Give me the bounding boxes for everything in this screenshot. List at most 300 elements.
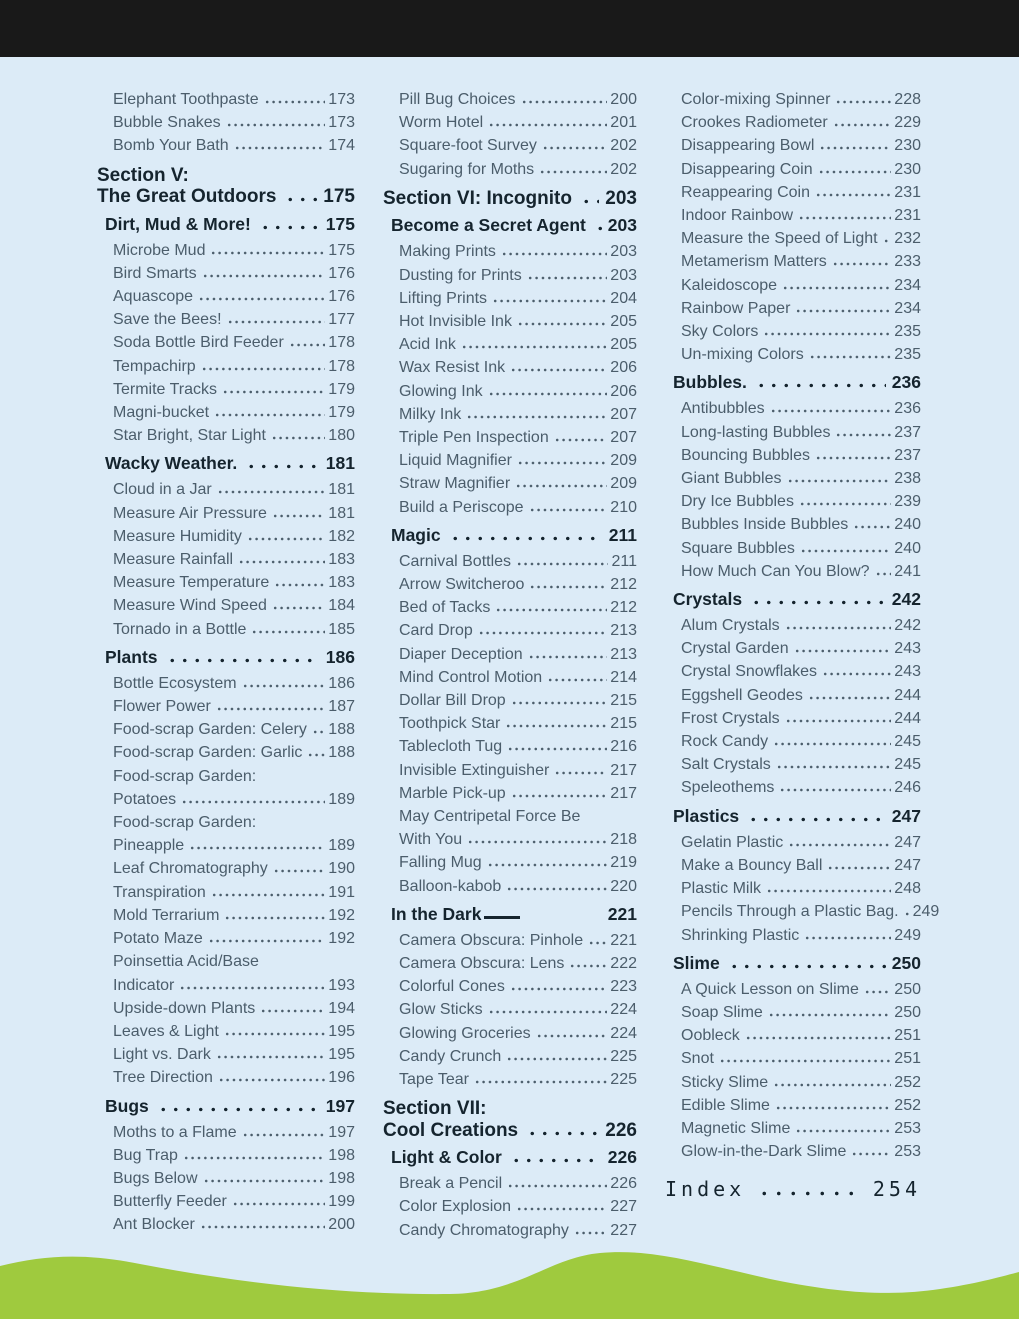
page-number: 196 (328, 1069, 355, 1087)
page-number: 224 (610, 1024, 637, 1042)
toc-row (113, 1043, 355, 1066)
page-number: 222 (610, 955, 637, 972)
toc-row (681, 684, 921, 707)
toc-entry (97, 618, 355, 641)
entry-label: Oobleck (681, 1027, 740, 1045)
toc-row (113, 239, 355, 262)
dot-leader (214, 413, 325, 417)
toc-entry (665, 158, 921, 181)
entry-label: Toothpick Star (399, 715, 501, 733)
dot-leader (788, 843, 891, 847)
toc-entry (97, 718, 355, 741)
entry-label: Color Explosion (399, 1198, 512, 1216)
toc-entry (97, 571, 355, 594)
dot-leader (247, 537, 325, 541)
section-title: Section VI: Incognito (383, 187, 572, 209)
page-number: 194 (328, 999, 355, 1017)
section-title: Section VII: (383, 1098, 487, 1120)
entry-label: Acid Ink (399, 336, 456, 354)
toc-entry (97, 1043, 355, 1066)
entry-label: Measure the Speed of Light (681, 230, 878, 248)
entry-label: Square-foot Survey (399, 137, 537, 155)
toc-entry (383, 310, 637, 333)
toc-entry (383, 643, 637, 666)
dot-leader (798, 216, 891, 220)
green-hill-shape (0, 1252, 1019, 1319)
entry-label: Dusting for Prints (399, 266, 522, 284)
page-number: 253 (894, 1119, 921, 1137)
dot-leader (166, 658, 320, 663)
toc-row (681, 204, 921, 227)
dot-leader (904, 912, 910, 916)
page-number: 213 (610, 645, 637, 663)
dot-leader (526, 1131, 599, 1136)
dot-leader (833, 123, 892, 127)
page-number: 197 (328, 1123, 355, 1141)
entry-label: Disappearing Coin (681, 160, 813, 178)
entry-label: Light vs. Dark (113, 1046, 211, 1064)
dot-leader (495, 608, 607, 612)
dot-leader (536, 1034, 608, 1038)
page-number: 209 (610, 452, 637, 470)
toc-row (673, 588, 921, 610)
entry-label: Bottle Ecosystem (113, 674, 237, 692)
dot-leader (242, 684, 326, 688)
toc-row (113, 950, 355, 973)
dot-leader (815, 193, 891, 197)
dot-leader (234, 146, 326, 150)
toc-entry (665, 1047, 921, 1070)
dot-leader (289, 343, 326, 347)
toc-entry (383, 158, 637, 181)
page-number: 188 (328, 721, 355, 739)
toc-entry (665, 831, 921, 854)
toc-entry (665, 111, 921, 134)
entry-label: Card Drop (399, 622, 473, 640)
toc-row (399, 596, 637, 619)
dot-leader (232, 1202, 325, 1206)
entry-label: Flower Power (113, 698, 211, 716)
dot-leader (815, 456, 891, 460)
dot-leader (224, 1032, 325, 1036)
toc-entry (97, 741, 355, 764)
entry-label: Cloud in a Jar (113, 481, 212, 499)
page-number: 202 (610, 160, 637, 178)
entry-label: Camera Obscura: Lens (399, 955, 565, 972)
dot-leader (554, 438, 608, 442)
entry-label: Long-lasting Bubbles (681, 423, 831, 441)
dot-leader (211, 893, 326, 897)
entry-label: Sugaring for Moths (399, 160, 535, 178)
toc-section-heading (383, 1098, 637, 1141)
dot-leader (260, 1009, 325, 1013)
toc-row (97, 165, 355, 187)
dot-leader (222, 390, 325, 394)
page-number: 187 (328, 698, 355, 716)
entry-label: Giant Bubbles (681, 470, 782, 488)
toc-entry (97, 1066, 355, 1089)
toc-row (391, 903, 637, 925)
dot-leader (505, 724, 607, 728)
page-number: 228 (894, 91, 921, 108)
entry-label: Making Prints (399, 243, 496, 261)
dot-leader (516, 1207, 607, 1211)
toc-row (113, 927, 355, 950)
dot-leader (181, 800, 325, 804)
toc-entry (97, 111, 355, 134)
dot-leader (768, 1013, 891, 1017)
dot-leader (501, 252, 607, 256)
entry-label: Tape Tear (399, 1071, 469, 1089)
toc-entry (665, 343, 921, 366)
toc-entry (383, 712, 637, 735)
page-number: 199 (328, 1193, 355, 1211)
page-number: 224 (610, 1001, 637, 1019)
entry-label: Measure Humidity (113, 527, 242, 545)
index-label: Index (665, 1177, 746, 1202)
dot-leader (804, 936, 891, 940)
entry-label: Sky Colors (681, 323, 759, 341)
entry-label: Indoor Rainbow (681, 207, 794, 225)
toc-subsection-heading (97, 646, 355, 668)
toc-entry (665, 753, 921, 776)
toc-column-1 (97, 88, 355, 1242)
toc-row (681, 297, 921, 320)
entry-label: Potato Maze (113, 930, 203, 948)
underline-rule (484, 916, 520, 919)
entry-label: May Centripetal Force Be (399, 807, 581, 825)
entry-label: Dry Ice Bubbles (681, 493, 794, 511)
toc-row (681, 343, 921, 366)
dot-leader (284, 197, 317, 202)
dot-leader (851, 1152, 891, 1156)
toc-entry (383, 496, 637, 519)
toc-entry (665, 978, 921, 1001)
toc-entry (383, 403, 637, 426)
dot-leader (189, 846, 325, 850)
dot-leader (510, 368, 607, 372)
page-number: 250 (891, 952, 921, 973)
page-number: 182 (328, 527, 355, 545)
page-number: 195 (328, 1046, 355, 1064)
toc-entry (383, 875, 637, 898)
dot-leader (776, 765, 892, 769)
entry-label: Eggshell Geodes (681, 686, 803, 704)
dot-leader (488, 392, 608, 396)
page-number: 211 (608, 524, 637, 545)
entry-label: Tempachirp (113, 357, 196, 375)
entry-label: Glowing Groceries (399, 1024, 531, 1042)
toc-entry (97, 355, 355, 378)
page-number: 243 (894, 663, 921, 681)
page-number: 220 (610, 877, 637, 895)
entry-label: Bugs Below (113, 1169, 198, 1187)
toc-row (399, 111, 637, 134)
page-number: 237 (894, 446, 921, 464)
toc-row (113, 834, 355, 857)
toc-entry (665, 444, 921, 467)
entry-label: Lifting Prints (399, 289, 488, 307)
page-number: 215 (610, 691, 637, 709)
entry-label: Leaf Chromatography (113, 860, 268, 878)
toc-row (113, 134, 355, 157)
entry-label: Break a Pencil (399, 1175, 503, 1193)
page-number: 189 (328, 790, 355, 808)
toc-entry (97, 1121, 355, 1144)
dot-leader (529, 508, 608, 512)
toc-entry (97, 134, 355, 157)
dot-leader (251, 630, 325, 634)
page-number: 251 (894, 1050, 921, 1068)
page-number: 251 (894, 1027, 921, 1045)
top-black-bar (0, 0, 1019, 57)
dot-leader (835, 100, 891, 104)
dot-leader (198, 297, 325, 301)
page-number: 190 (328, 860, 355, 878)
toc-row (673, 952, 921, 974)
entry-label: Upside-down Plants (113, 999, 256, 1017)
entry-label: Food-scrap Garden: (113, 767, 257, 785)
dot-leader (488, 1010, 608, 1014)
toc-row (113, 1066, 355, 1089)
page-number: 204 (610, 289, 637, 307)
toc-entry (665, 684, 921, 707)
toc-row (399, 573, 637, 596)
toc-entry (383, 134, 637, 157)
toc-row (113, 788, 355, 811)
entry-label: Sticky Slime (681, 1073, 769, 1091)
page-number: 227 (610, 1221, 637, 1239)
dot-leader (510, 1158, 602, 1163)
toc-entry (665, 660, 921, 683)
toc-entry (665, 924, 921, 947)
toc-entry (97, 478, 355, 501)
dot-leader (466, 415, 607, 419)
dot-leader (782, 286, 891, 290)
toc-row (113, 285, 355, 308)
page-number: 213 (610, 622, 637, 640)
page-number: 209 (610, 475, 637, 493)
dot-leader (511, 701, 608, 705)
page-number: 175 (328, 241, 355, 259)
toc-row (399, 712, 637, 735)
page-number: 229 (894, 114, 921, 132)
toc-entry (383, 998, 637, 1021)
page-number: 181 (328, 481, 355, 499)
page-number: 236 (894, 400, 921, 418)
page-number: 179 (328, 404, 355, 422)
toc-subsection-heading (97, 452, 355, 474)
toc-row (383, 1098, 637, 1120)
dot-leader (864, 990, 891, 994)
entry-label: Colorful Cones (399, 978, 505, 996)
toc-entry (97, 695, 355, 718)
dot-leader (208, 939, 325, 943)
toc-row (113, 502, 355, 525)
toc-entry (665, 1001, 921, 1024)
dot-leader (799, 502, 891, 506)
page-number: 237 (894, 423, 921, 441)
toc-entry (383, 1172, 637, 1195)
page-number: 207 (610, 405, 637, 423)
dot-leader (529, 585, 607, 589)
dot-leader (272, 606, 325, 610)
page-number: 176 (328, 288, 355, 306)
dot-leader (474, 1080, 607, 1084)
dot-leader (542, 146, 607, 150)
entry-label: Worm Hotel (399, 114, 484, 132)
page-number: 173 (328, 114, 355, 132)
toc-row (681, 1001, 921, 1024)
page-number: 200 (610, 91, 637, 108)
page-number: 179 (328, 380, 355, 398)
toc-row (399, 689, 637, 712)
toc-entry (97, 1190, 355, 1213)
page-number: 188 (328, 744, 355, 762)
page-number: 198 (328, 1169, 355, 1187)
dot-leader (763, 332, 891, 336)
entry-label: Mind Control Motion (399, 668, 543, 686)
page-number: 249 (912, 903, 940, 921)
toc-row (665, 1176, 921, 1202)
toc-row (113, 881, 355, 904)
dot-leader (770, 409, 892, 413)
dot-leader (449, 536, 603, 541)
toc-row (113, 741, 355, 764)
entry-label: Aquascope (113, 288, 194, 306)
toc-entry (97, 904, 355, 927)
toc-entry (665, 297, 921, 320)
page-number: 252 (894, 1073, 921, 1091)
page-number: 234 (894, 299, 921, 317)
toc-row (113, 378, 355, 401)
heading-label: Plastics (673, 805, 740, 826)
page-number: 175 (325, 213, 355, 234)
entry-label: Bouncing Bubbles (681, 446, 810, 464)
toc-row (399, 828, 637, 851)
toc-row (399, 333, 637, 356)
toc-entry (665, 513, 921, 536)
entry-label: Rainbow Paper (681, 299, 791, 317)
page-number: 254 (872, 1177, 921, 1202)
toc-row (681, 753, 921, 776)
toc-entry (97, 672, 355, 695)
toc-row (681, 1024, 921, 1047)
toc-entry (383, 975, 637, 998)
toc-entry (97, 308, 355, 331)
toc-row (113, 695, 355, 718)
entry-label: Un-mixing Colors (681, 346, 804, 364)
dot-leader (569, 964, 607, 968)
toc-row (399, 310, 637, 333)
dot-leader (478, 631, 607, 635)
toc-row (681, 854, 921, 877)
dot-leader (183, 1156, 325, 1160)
page-number: 240 (894, 539, 921, 557)
toc-entry (97, 401, 355, 424)
dot-leader (779, 788, 891, 792)
page-number: 235 (894, 346, 921, 364)
entry-label: Edible Slime (681, 1096, 770, 1114)
page-number: 176 (328, 264, 355, 282)
page-number: 201 (610, 114, 637, 132)
entry-label: Crookes Radiometer (681, 114, 828, 132)
heading-label: Bubbles. (673, 372, 747, 393)
entry-label: Bug Trap (113, 1146, 178, 1164)
toc-entry (97, 285, 355, 308)
toc-row (681, 158, 921, 181)
entry-label: Gelatin Plastic (681, 833, 784, 851)
toc-row (113, 1121, 355, 1144)
toc-row (681, 1047, 921, 1070)
entry-label: Shrinking Plastic (681, 926, 800, 944)
toc-row (97, 186, 355, 208)
page-number: 173 (328, 91, 355, 108)
toc-entry (97, 1020, 355, 1043)
toc-entry (97, 594, 355, 617)
toc-row (681, 1140, 921, 1163)
toc-entry (665, 134, 921, 157)
page-number: 239 (894, 493, 921, 511)
toc-entry (665, 900, 940, 923)
toc-entry (665, 614, 921, 637)
entry-label: Measure Rainfall (113, 551, 234, 569)
dot-leader (517, 461, 607, 465)
page-number: 186 (325, 646, 355, 667)
toc-row (681, 134, 921, 157)
dot-leader (745, 1036, 892, 1040)
entry-label: Bed of Tacks (399, 599, 491, 617)
page-number: 184 (328, 597, 355, 615)
dot-leader (819, 146, 891, 150)
toc-row (399, 264, 637, 287)
entry-label: Build a Periscope (399, 498, 524, 516)
dot-leader (511, 794, 608, 798)
dot-leader (515, 484, 607, 488)
page-number: 236 (891, 372, 921, 393)
toc-entry (383, 735, 637, 758)
toc-row (113, 525, 355, 548)
toc-row (681, 421, 921, 444)
toc-entry (665, 560, 921, 583)
page-number: 242 (894, 617, 921, 635)
toc-row (681, 227, 921, 250)
entry-label: Mold Terrarium (113, 906, 220, 924)
toc-entry (383, 666, 637, 689)
entry-label: Magnetic Slime (681, 1119, 791, 1137)
toc-entry (665, 397, 921, 420)
page-number: 180 (328, 427, 355, 445)
toc-row (399, 666, 637, 689)
page-number: 226 (607, 1147, 637, 1168)
toc-subsection-heading (665, 805, 921, 827)
dot-leader (157, 1107, 320, 1112)
heading-label: Light & Color (391, 1147, 502, 1168)
entry-label: Carnival Bottles (399, 552, 512, 570)
entry-label: Star Bright, Star Light (113, 427, 266, 445)
toc-entry-wrapped (383, 805, 637, 851)
page-number: 225 (610, 1047, 637, 1065)
toc-row (399, 356, 637, 379)
page-number: 248 (894, 880, 921, 898)
page-number: 198 (328, 1146, 355, 1164)
toc-row (113, 308, 355, 331)
dot-leader (506, 887, 607, 891)
page-number: 185 (328, 620, 355, 638)
toc-row (681, 637, 921, 660)
dot-leader (832, 262, 892, 266)
entry-label: Metamerism Matters (681, 253, 827, 271)
